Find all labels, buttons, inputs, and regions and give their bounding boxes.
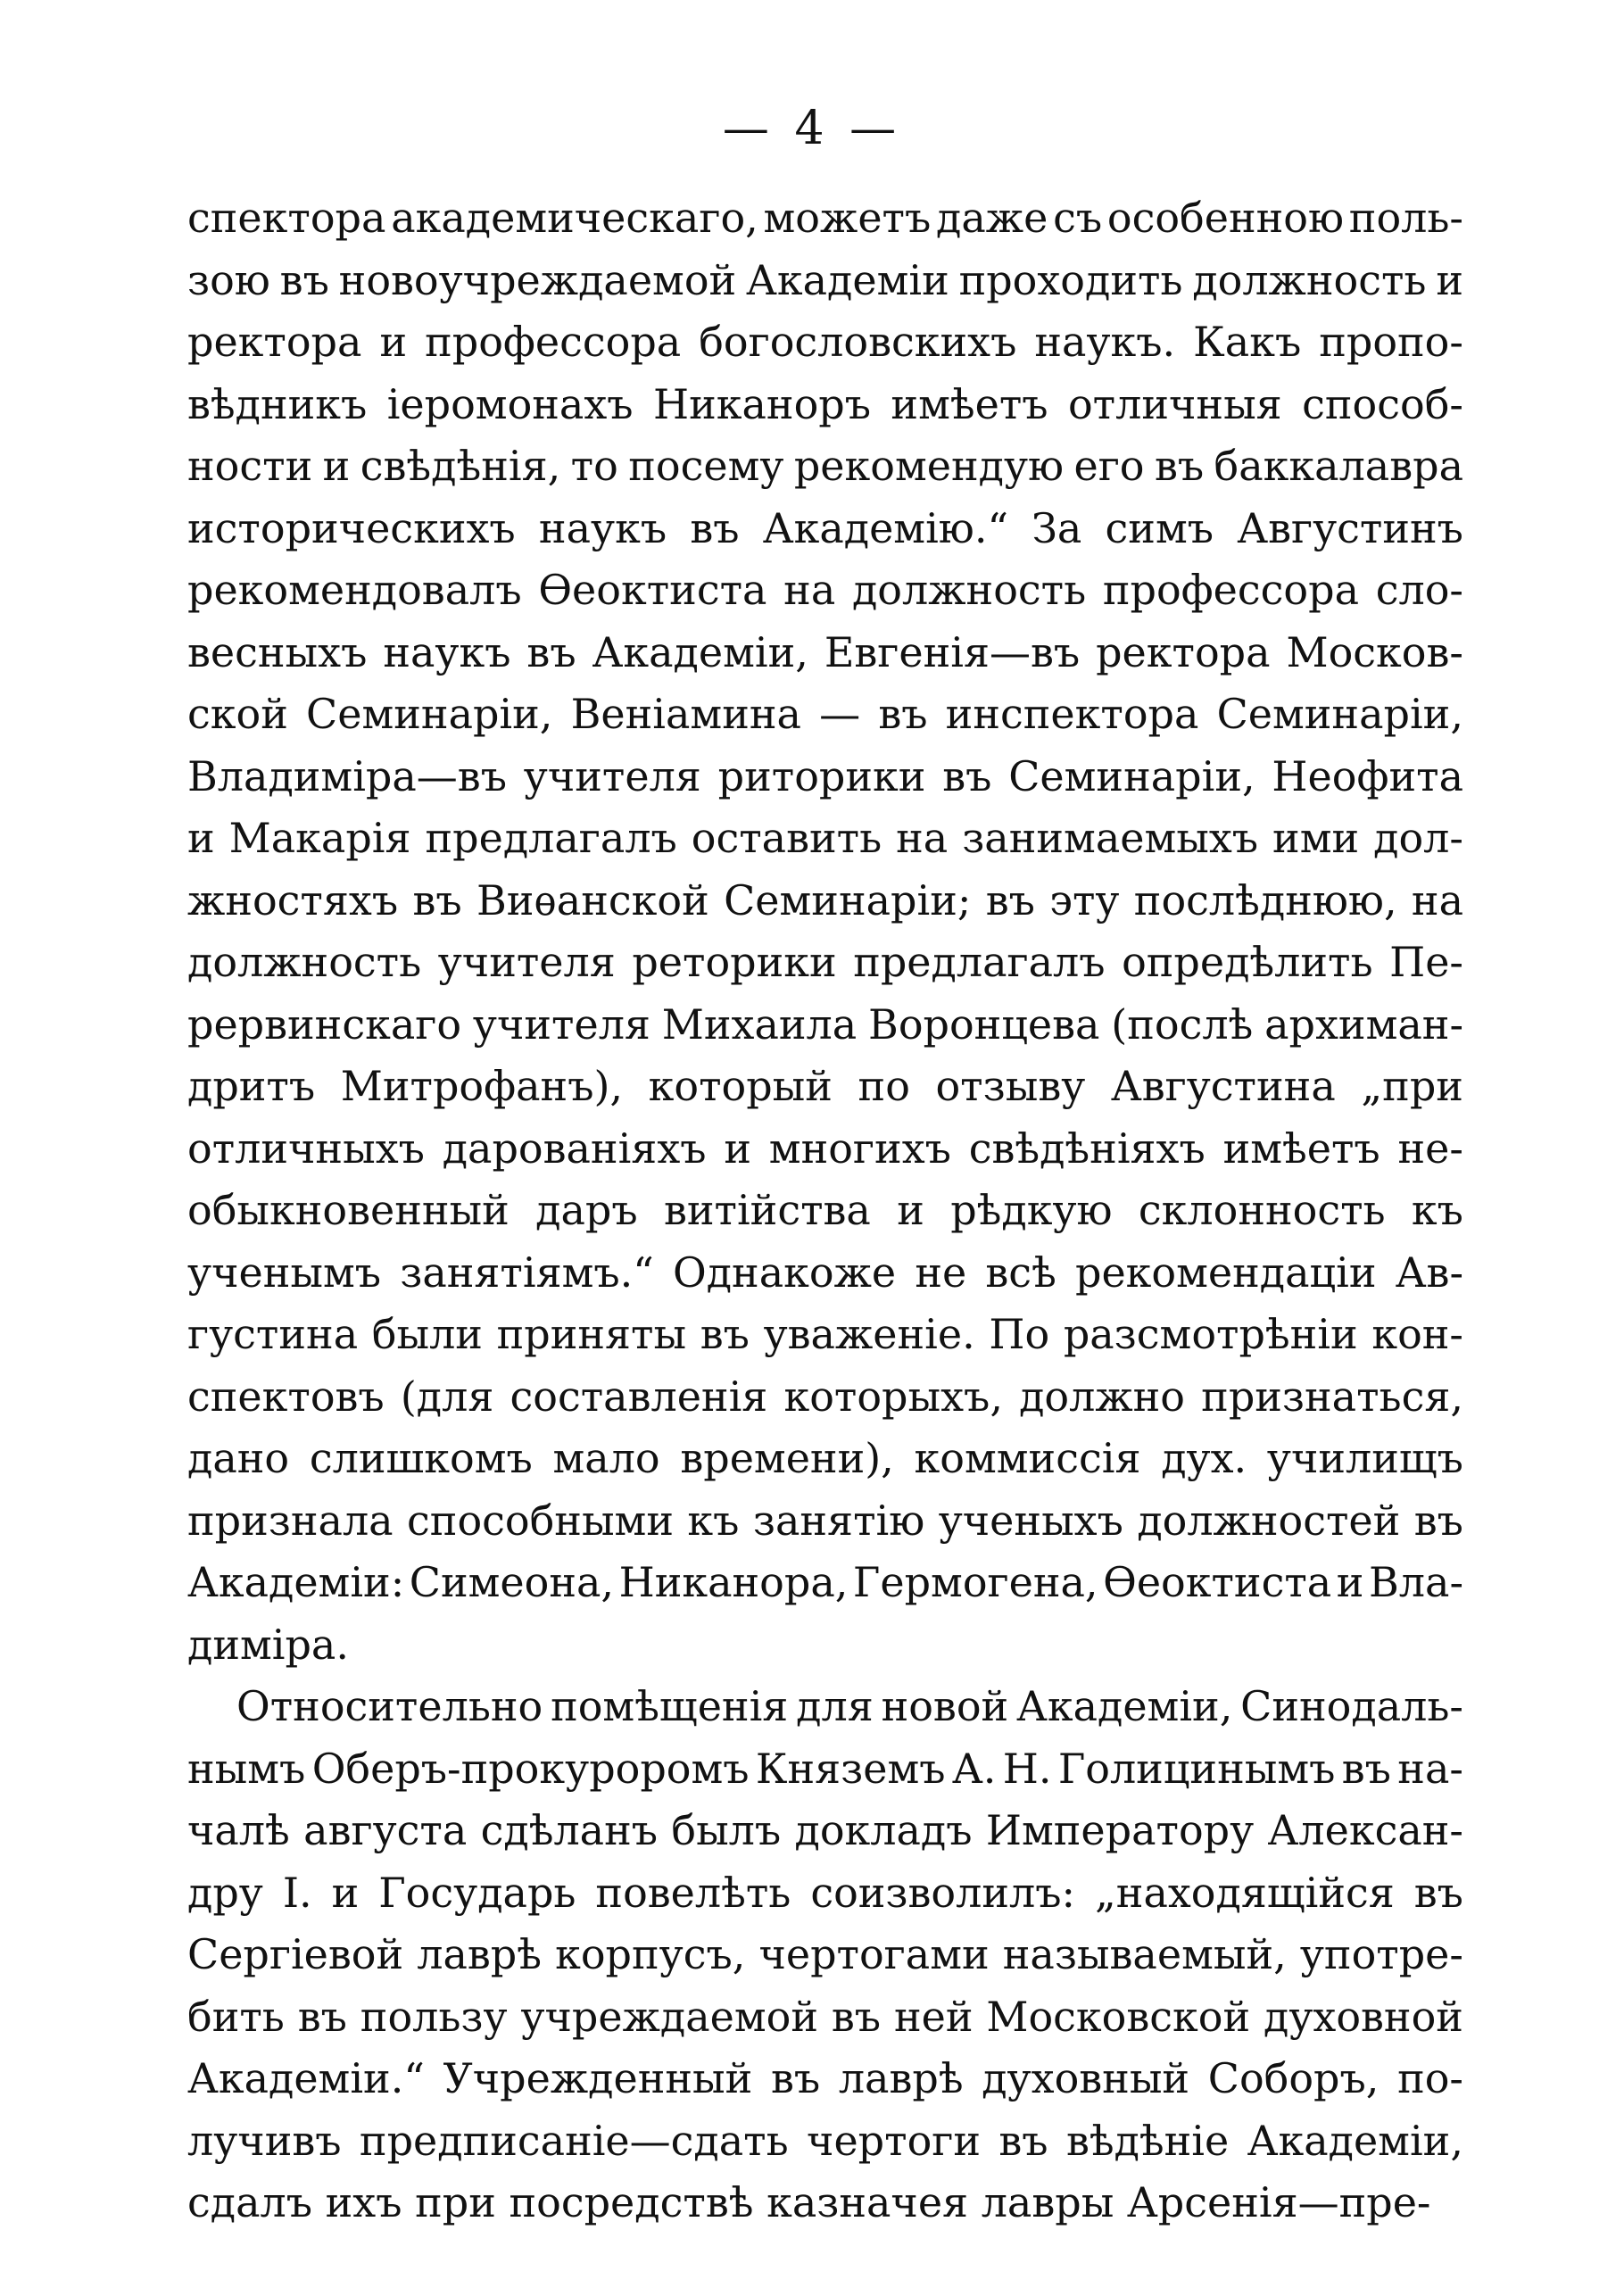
text-line: ской Семинаріи, Веніамина — въ инспектора Семинаріи, bbox=[187, 690, 1463, 738]
paragraph bbox=[187, 1676, 1463, 2234]
text-line: Академіи: Симеона, Никанора, Гермогена, Ѳеоктиста и Вла- bbox=[187, 1558, 1463, 1606]
text-line: густина были приняты въ уваженіе. По разсмотрѣніи кон- bbox=[187, 1310, 1463, 1358]
text-line: зою въ новоучреждаемой Академіи проходить должность и bbox=[187, 255, 1463, 304]
text-line: ректора и профессора богословскихъ наукъ. Какъ пропо- bbox=[187, 318, 1463, 366]
text-line: чалѣ августа сдѣланъ былъ докладъ Императору Алексан- bbox=[187, 1806, 1463, 1854]
text-line: дру I. и Государь повелѣть соизволилъ: „находящійся въ bbox=[187, 1868, 1463, 1917]
text-line: ности и свѣдѣнія, то посему рекомендую его въ баккалавра bbox=[187, 442, 1463, 490]
text-line: признала способными къ занятію ученыхъ должностей въ bbox=[187, 1496, 1463, 1545]
text-line: Академіи.“ Учрежденный въ лаврѣ духовный Соборъ, по- bbox=[187, 2054, 1463, 2102]
body-text bbox=[187, 187, 1463, 2234]
text-line: должность учителя реторики предлагалъ опредѣлить Пе- bbox=[187, 938, 1463, 986]
text-line: нымъ Оберъ-прокуроромъ Княземъ А. Н. Голицинымъ въ на- bbox=[187, 1744, 1463, 1793]
text-line: жностяхъ въ Виѳанской Семинаріи; въ эту послѣднюю, на bbox=[187, 875, 1463, 924]
text-line: ученымъ занятіямъ.“ Однакоже не всѣ рекомендаціи Ав- bbox=[187, 1248, 1463, 1297]
text-line: дано слишкомъ мало времени), коммиссія дух. училищъ bbox=[187, 1434, 1463, 1482]
text-line: Относительно помѣщенія для новой Академіи, Синодаль- bbox=[236, 1682, 1463, 1730]
text-line: спектора академическаго, можетъ даже съ особенною поль- bbox=[187, 194, 1463, 242]
text-line: бить въ пользу учреждаемой въ ней Московской духовной bbox=[187, 1992, 1463, 2041]
text-line: весныхъ наукъ въ Академіи, Евгенія—въ ректора Москов- bbox=[187, 627, 1463, 676]
page-number: — 4 — bbox=[722, 102, 902, 155]
text-line: сдалъ ихъ при посредствѣ казначея лавры Арсенія—пре- bbox=[187, 2178, 1431, 2226]
text-line: обыкновенный даръ витійства и рѣдкую склонность къ bbox=[187, 1186, 1463, 1234]
text-line: спектовъ (для составленія которыхъ, должно признаться, bbox=[187, 1372, 1463, 1421]
text-line: рекомендовалъ Ѳеоктиста на должность профессора сло- bbox=[187, 566, 1463, 614]
text-line: рервинскаго учителя Михаила Воронцева (послѣ архиман- bbox=[187, 999, 1463, 1049]
text-line: историческихъ наукъ въ Академію.“ За симъ Августинъ bbox=[187, 503, 1463, 552]
text-line: и Макарія предлагалъ оставить на занимаемыхъ ими дол- bbox=[187, 814, 1463, 862]
text-line: диміра. bbox=[187, 1620, 349, 1669]
text-line: вѣдникъ іеромонахъ Никаноръ имѣетъ отличныя способ- bbox=[187, 379, 1463, 428]
text-line: отличныхъ дарованіяхъ и многихъ свѣдѣніяхъ имѣетъ не- bbox=[187, 1123, 1463, 1173]
text-line: Владиміра—въ учителя риторики въ Семинаріи, Неофита bbox=[187, 751, 1463, 800]
text-line: лучивъ предписаніе—сдать чертоги въ вѣдѣніе Академіи, bbox=[187, 2116, 1463, 2165]
paragraph bbox=[187, 187, 1463, 1676]
text-line: Сергіевой лаврѣ корпусъ, чертогами называемый, употре- bbox=[187, 1930, 1463, 1978]
text-line: дритъ Митрофанъ), который по отзыву Августина „при bbox=[187, 1062, 1463, 1110]
